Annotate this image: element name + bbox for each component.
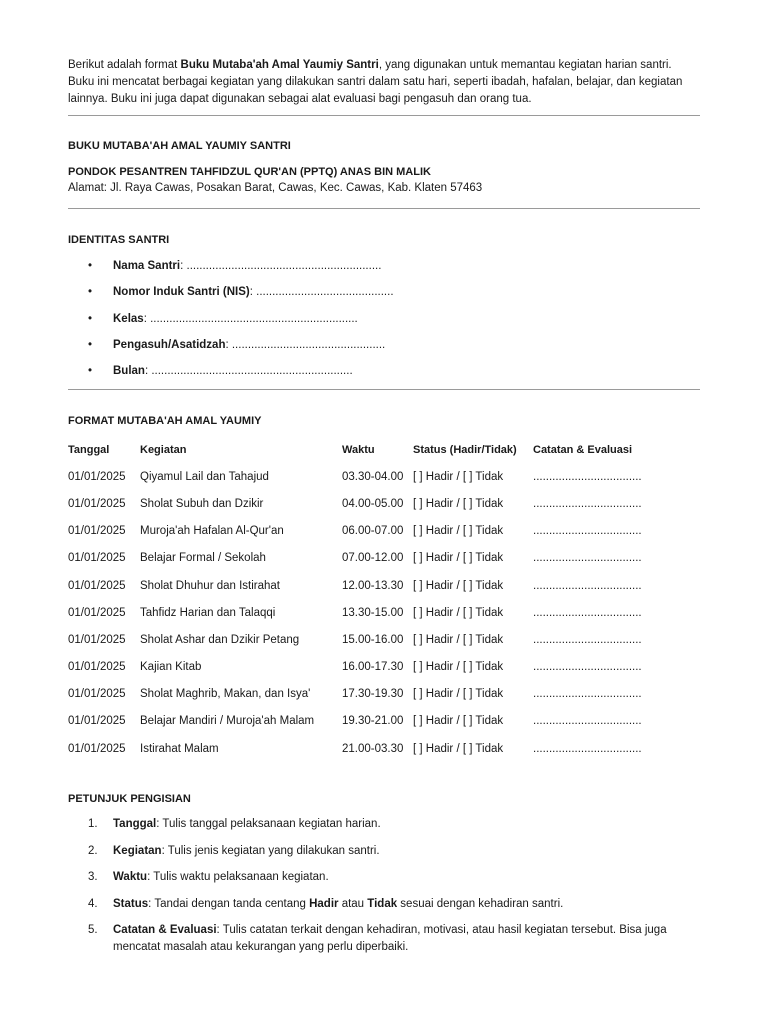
instruction-text: sesuai dengan kehadiran santri. [397,897,564,910]
cell-catatan: .................................. [533,552,642,565]
intro-paragraph [68,57,700,108]
instruction-text: : Tulis jenis kegiatan yang dilakukan santri. [161,844,380,857]
table-row [68,735,673,762]
table-row [68,681,673,708]
identity-item-kelas [68,306,668,332]
cell-waktu: 04.00-05.00 [342,497,404,510]
cell-kegiatan: Tahfidz Harian dan Talaqqi [140,606,276,619]
cell-tanggal: 01/01/2025 [68,606,126,619]
bullet-icon: • [88,312,93,325]
identity-list [68,253,668,384]
cell-status: [ ] Hadir / [ ] Tidak [413,525,504,538]
field-label: Pengasuh/Asatidzah [113,338,226,351]
cell-tanggal: 01/01/2025 [68,742,126,755]
field-label: Bulan [113,365,145,378]
cell-kegiatan: Belajar Mandiri / Muroja'ah Malam [140,715,315,728]
item-number: 2. [88,844,98,857]
instruction-label: Catatan & Evaluasi [113,924,217,936]
instructions-list [68,816,700,966]
item-number: 5. [88,924,98,936]
instruction-item [68,843,700,860]
table-row [68,599,673,626]
bullet-icon: • [88,365,93,378]
instruction-text: : Tulis waktu pelaksanaan kegiatan. [147,871,329,883]
instruction-item [68,922,700,956]
bullet-icon: • [88,338,93,351]
instruction-text: : Tulis catatan terkait dengan kehadiran, motivasi, atau hasil kegiatan tersebut. Bisa juga mencatat masalah atau kekurangan yang perlu diperbaiki. [113,924,667,953]
table-row [68,490,673,517]
activity-table [68,436,673,762]
cell-catatan: .................................. [533,470,642,483]
cell-status: [ ] Hadir / [ ] Tidak [413,497,504,510]
table-row [68,463,673,490]
cell-kegiatan: Sholat Subuh dan Dzikir [140,497,264,510]
cell-tanggal: 01/01/2025 [68,525,126,538]
instruction-text: : Tulis tanggal pelaksanaan kegiatan harian. [156,818,381,830]
instruction-label: Waktu [113,871,148,883]
cell-catatan: .................................. [533,579,642,592]
cell-status: [ ] Hadir / [ ] Tidak [413,715,504,728]
bullet-icon: • [88,286,93,299]
instruction-text: : Tandai dengan tanda centang [148,897,310,910]
cell-waktu: 19.30-21.00 [342,715,404,728]
field-blank: : ........................................... [249,286,394,299]
column-header-tanggal: Tanggal [68,443,110,456]
book-title: BUKU MUTABA'AH AMAL YAUMIY SANTRI [68,140,291,152]
cell-catatan: .................................. [533,688,642,701]
cell-waktu: 17.30-19.30 [342,688,404,701]
divider [68,115,700,116]
instruction-option-tidak: Tidak [367,897,398,910]
cell-status: [ ] Hadir / [ ] Tidak [413,579,504,592]
divider [68,208,700,209]
instruction-option-hadir: Hadir [309,897,339,910]
cell-catatan: .................................. [533,715,642,728]
cell-catatan: .................................. [533,633,642,646]
intro-text-start: Berikut adalah format [68,59,181,71]
cell-kegiatan: Sholat Ashar dan Dzikir Petang [140,633,300,646]
table-header-row [68,436,673,463]
cell-waktu: 15.00-16.00 [342,633,404,646]
cell-tanggal: 01/01/2025 [68,688,126,701]
cell-waktu: 16.00-17.30 [342,661,404,674]
cell-status: [ ] Hadir / [ ] Tidak [413,742,504,755]
field-blank: : ................................................ [225,338,386,351]
format-heading: FORMAT MUTABA'AH AMAL YAUMIY [68,415,262,427]
cell-waktu: 12.00-13.30 [342,579,404,592]
school-name: PONDOK PESANTREN TAHFIDZUL QUR'AN (PPTQ) ANAS BIN MALIK [68,166,431,178]
cell-tanggal: 01/01/2025 [68,579,126,592]
item-number: 4. [88,897,98,910]
divider [68,389,700,390]
instruction-label: Tanggal [113,818,157,830]
cell-status: [ ] Hadir / [ ] Tidak [413,470,504,483]
cell-kegiatan: Sholat Dhuhur dan Istirahat [140,579,281,592]
cell-waktu: 06.00-07.00 [342,525,404,538]
intro-book-name: Buku Mutaba'ah Amal Yaumiy Santri [180,59,379,71]
field-blank: : ............................................................... [144,365,353,378]
column-header-status: Status (Hadir/Tidak) [413,443,517,456]
cell-waktu: 13.30-15.00 [342,606,404,619]
cell-tanggal: 01/01/2025 [68,661,126,674]
field-label: Nama Santri [113,260,181,272]
instruction-item [68,896,700,913]
intro-text-end: , yang digunakan untuk memantau kegiatan harian santri. Buku ini mencatat berbagai kegiatan yang dilakukan santri dalam satu hari, seperti ibadah, hafalan, belajar, dan kegiatan lainnya. Buku ini juga dapat digunakan sebagai alat evaluasi bagi pengasuh dan orang tua. [68,59,683,105]
cell-status: [ ] Hadir / [ ] Tidak [413,606,504,619]
cell-tanggal: 01/01/2025 [68,715,126,728]
instruction-text: atau [338,897,368,910]
column-header-kegiatan: Kegiatan [140,443,187,456]
cell-waktu: 21.00-03.30 [342,742,404,755]
identity-item-pengasuh [68,332,668,358]
table-row [68,518,673,545]
column-header-catatan: Catatan & Evaluasi [533,443,633,456]
table-row [68,654,673,681]
identity-heading: IDENTITAS SANTRI [68,234,170,246]
item-number: 3. [88,871,98,883]
table-row [68,626,673,653]
cell-status: [ ] Hadir / [ ] Tidak [413,688,504,701]
instruction-item [68,869,700,886]
school-address: Alamat: Jl. Raya Cawas, Posakan Barat, Cawas, Kec. Cawas, Kab. Klaten 57463 [68,182,483,194]
identity-item-nis [68,279,668,305]
cell-kegiatan: Muroja'ah Hafalan Al-Qur'an [140,525,284,538]
cell-catatan: .................................. [533,661,642,674]
field-label: Kelas [113,312,144,325]
cell-kegiatan: Belajar Formal / Sekolah [140,552,266,565]
cell-kegiatan: Istirahat Malam [140,742,219,755]
cell-kegiatan: Sholat Maghrib, Makan, dan Isya' [140,688,311,701]
instructions-heading: PETUNJUK PENGISIAN [68,793,191,805]
field-label: Nomor Induk Santri (NIS) [113,286,250,299]
identity-item-bulan [68,358,668,384]
table-row [68,708,673,735]
instruction-item [68,816,700,833]
identity-item-nama [68,253,668,279]
cell-status: [ ] Hadir / [ ] Tidak [413,661,504,674]
cell-catatan: .................................. [533,742,642,755]
column-header-waktu: Waktu [342,443,375,456]
cell-catatan: .................................. [533,606,642,619]
cell-catatan: .................................. [533,525,642,538]
cell-tanggal: 01/01/2025 [68,633,126,646]
cell-tanggal: 01/01/2025 [68,552,126,565]
table-row [68,545,673,572]
cell-kegiatan: Kajian Kitab [140,661,202,674]
cell-status: [ ] Hadir / [ ] Tidak [413,633,504,646]
cell-status: [ ] Hadir / [ ] Tidak [413,552,504,565]
cell-tanggal: 01/01/2025 [68,497,126,510]
field-blank: : ............................................................. [180,260,382,272]
field-blank: : ................................................................. [143,312,358,325]
table-row [68,572,673,599]
cell-waktu: 07.00-12.00 [342,552,404,565]
cell-waktu: 03.30-04.00 [342,470,404,483]
item-number: 1. [88,818,98,830]
cell-catatan: .................................. [533,497,642,510]
instruction-label: Status [113,897,149,910]
cell-kegiatan: Qiyamul Lail dan Tahajud [140,470,269,483]
instruction-label: Kegiatan [113,844,162,857]
cell-tanggal: 01/01/2025 [68,470,126,483]
bullet-icon: • [88,260,93,272]
